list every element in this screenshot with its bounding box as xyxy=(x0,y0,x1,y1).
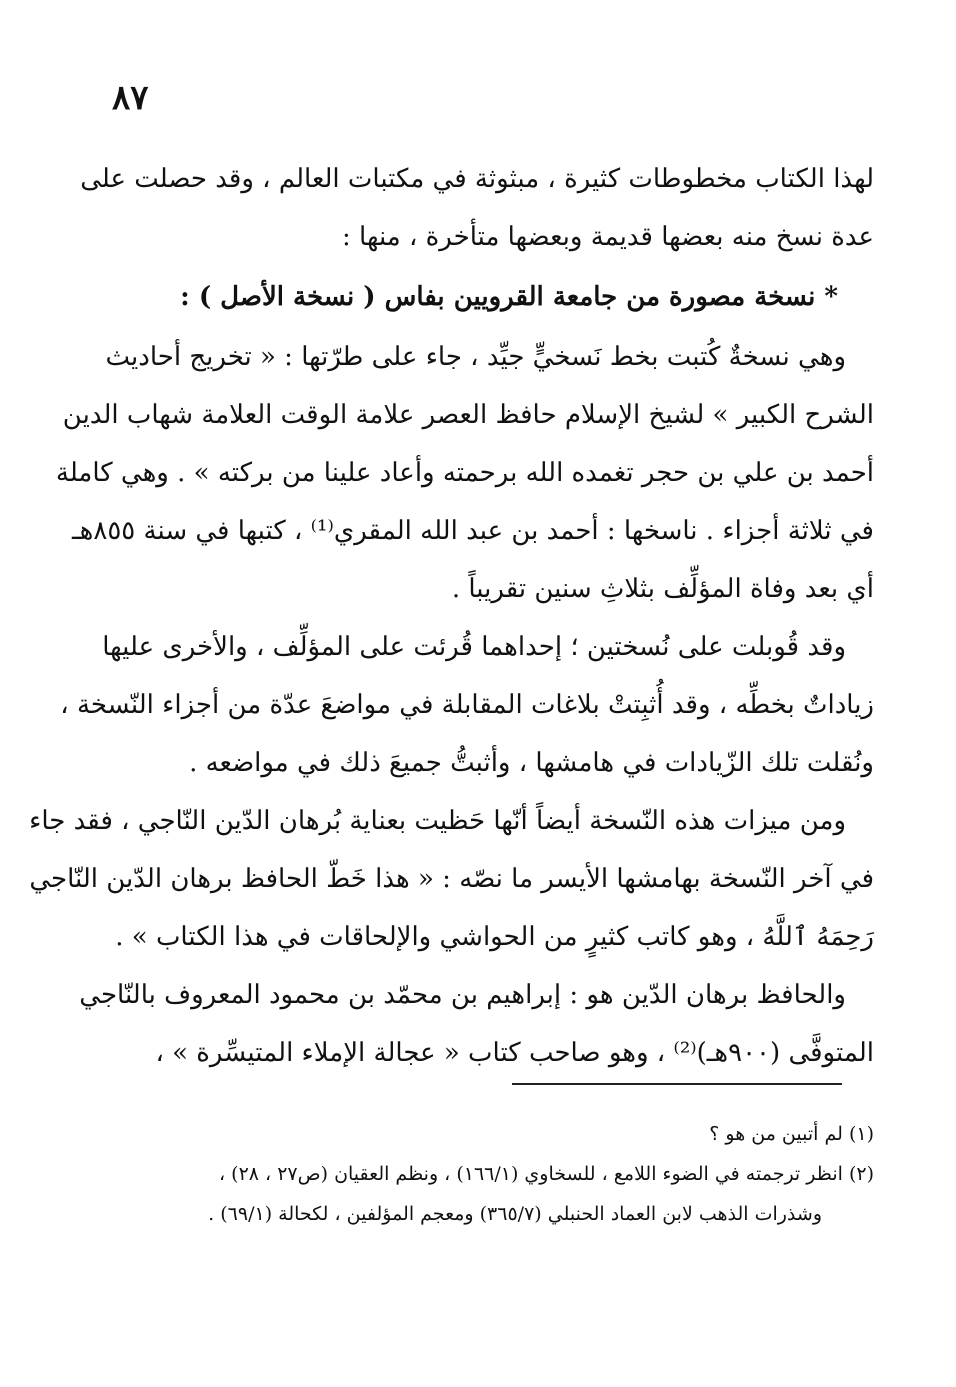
body-text xyxy=(29,150,874,1082)
text-line: لهذا الكتاب مخطوطات كثيرة ، مبثوثة في مكتبات العالم ، وقد حصلت على xyxy=(80,164,874,194)
text-line: زياداتٌ بخطِّه ، وقد أُثبِتتْ بلاغات المقابلة في مواضعَ عدّة من أجزاء النّسخة ، xyxy=(60,690,874,720)
text-line: في ثلاثة أجزاء . ناسخها : أحمد بن عبد الله المقري⁽¹⁾ ، كتبها في سنة ٨٥٥هـ xyxy=(72,516,874,546)
footnote-2-continued: وشذرات الذهب لابن العماد الحنبلي (٣٦٥/٧) ومعجم المؤلفين ، لكحالة (٦٩/١) . xyxy=(208,1203,822,1225)
text-line: وهي نسخةٌ كُتبت بخط نَسخيٍّ جيِّد ، جاء على طرّتها : « تخريج أحاديث xyxy=(105,342,846,372)
text-line: المتوفَّى (٩٠٠هـ)⁽²⁾ ، وهو صاحب كتاب « عجالة الإملاء المتيسِّرة » ، xyxy=(155,1038,874,1068)
text-line: وقد قُوبلت على نُسختين ؛ إحداهما قُرئت على المؤلِّف ، والأخرى عليها xyxy=(102,632,846,662)
footnotes xyxy=(104,1114,874,1234)
footnote-divider xyxy=(512,1083,842,1085)
footnote-2: (٢) انظر ترجمته في الضوء اللامع ، للسخاوي (١٦٦/١) ، ونظم العقيان (ص٢٧ ، ٢٨) ، xyxy=(218,1163,874,1185)
text-line: أي بعد وفاة المؤلِّف بثلاثِ سنين تقريباً . xyxy=(451,574,874,604)
text-line: ونُقلت تلك الزّيادات في هامشها ، وأثبتُّ جميعَ ذلك في مواضعه . xyxy=(189,748,874,778)
text-line: والحافظ برهان الدّين هو : إبراهيم بن محمّد بن محمود المعروف بالنّاجي xyxy=(79,980,846,1010)
text-line: الشرح الكبير » لشيخ الإسلام حافظ العصر علامة الوقت العلامة شهاب الدين xyxy=(62,400,874,430)
section-heading: * نسخة مصورة من جامعة القرويين بفاس ( نسخة الأصل ) : xyxy=(180,282,838,312)
footnote-1: (١) لم أتبين من هو ؟ xyxy=(709,1123,874,1145)
text-line: رَحِمَهُ ٱللَّهُ ، وهو كاتب كثيرٍ من الحواشي والإلحاقات في هذا الكتاب » . xyxy=(115,922,874,952)
text-line: في آخر النّسخة بهامشها الأيسر ما نصّه : « هذا خَطّ الحافظ برهان الدّين النّاجي xyxy=(29,864,874,894)
text-line: عدة نسخ منه بعضها قديمة وبعضها متأخرة ، منها : xyxy=(342,222,874,252)
page-number: ٨٧ xyxy=(112,78,149,118)
text-line: أحمد بن علي بن حجر تغمده الله برحمته وأعاد علينا من بركته » . وهي كاملة xyxy=(55,458,874,488)
text-line: ومن ميزات هذه النّسخة أيضاً أنّها حَظيت بعناية بُرهان الدّين النّاجي ، فقد جاء xyxy=(29,806,846,836)
